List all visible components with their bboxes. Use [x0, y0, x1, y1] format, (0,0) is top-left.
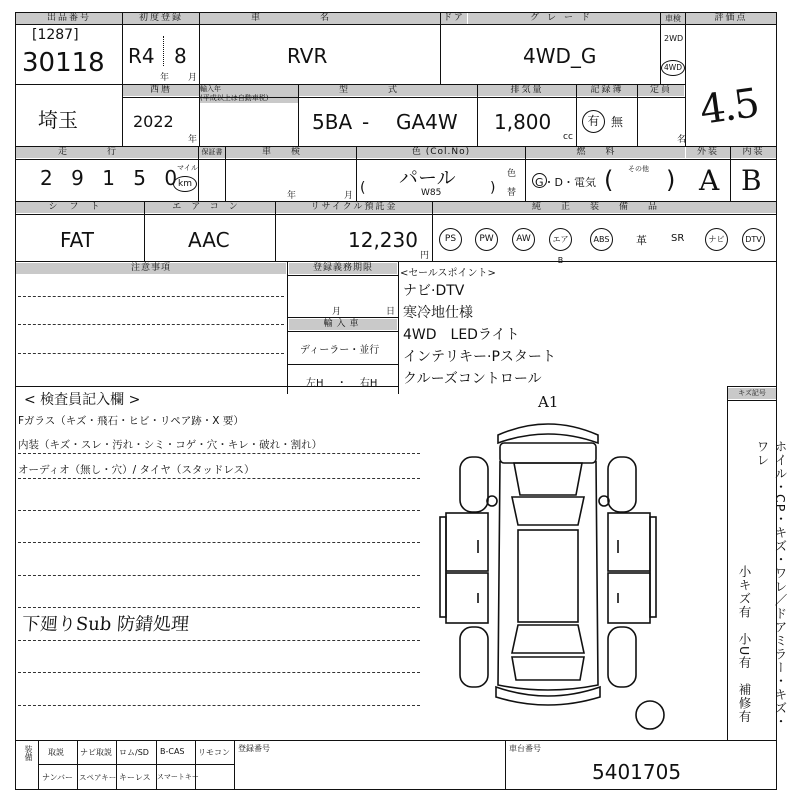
front-bumper	[498, 424, 598, 443]
fuel-paren-open: (	[604, 166, 614, 194]
dealer-parallel: ディーラー・並行	[300, 345, 380, 356]
equip-sunroof: SR	[671, 233, 685, 244]
equip-remote: リモコン	[198, 748, 230, 757]
shaken-nen: 年	[287, 191, 297, 201]
equip-dtv: DTV	[742, 228, 765, 251]
fuel-header: 燃料	[526, 147, 685, 158]
color-header: 色 (Col.No)	[357, 147, 525, 158]
deadline-day: 日	[386, 307, 396, 317]
hood	[514, 463, 582, 495]
separator-dot: ・	[336, 378, 347, 389]
equip-rom-sd: ロム/SD	[119, 748, 149, 757]
import-year-header	[200, 85, 298, 103]
capacity-unit: 名	[677, 135, 687, 145]
equipment-header: 純正装備品	[433, 202, 776, 213]
warranty-header: 保証書	[199, 147, 225, 158]
legend-header: キズ記号	[728, 388, 776, 399]
score-header: 評価点	[686, 13, 776, 24]
mileage-digit: 2	[40, 166, 53, 190]
year-suffix: 年	[160, 73, 170, 83]
equip-spare-key: スペアキー	[79, 773, 117, 782]
record-no: 無	[611, 115, 624, 129]
mileage-digit: 9	[71, 166, 84, 190]
spare-tire	[636, 701, 664, 729]
right-step	[650, 517, 656, 617]
equip-airbag: エアB	[549, 228, 572, 251]
year-header: 西暦	[123, 85, 199, 96]
mileage-digits	[40, 166, 177, 190]
region: 埼玉	[38, 108, 78, 132]
sales-point-3: 4WD LEDライト	[403, 327, 520, 343]
reg-deadline-header: 登録義務期限	[289, 263, 397, 274]
drive-2wd: 2WD	[664, 34, 684, 43]
footer-side-label: 装備	[24, 745, 33, 761]
sales-points-header: <セールスポイント>	[400, 268, 496, 279]
first-reg-month: 8	[174, 44, 187, 68]
year-value: 2022	[133, 112, 174, 131]
interior-value: B	[741, 164, 762, 197]
equip-manual: 取説	[48, 748, 64, 757]
legend-parts: ホイル・CP・キズ・ワレ／ドアミラー・キズ・ワレ	[755, 440, 788, 729]
equip-navi: ナビ	[705, 228, 728, 251]
model-header: 型式	[299, 85, 477, 96]
handwritten-note: 下廻りSub 防錆処理	[21, 614, 190, 635]
rear-gate	[512, 657, 584, 680]
sales-point-4: インテリキー·Pスタート	[403, 349, 556, 365]
left-hand: 左H	[306, 378, 324, 389]
equip-smart-key: スマートキー	[157, 773, 199, 781]
record-yes-circled: 有	[582, 110, 605, 133]
color-change: 替	[507, 188, 517, 198]
car-damage-diagram	[430, 395, 670, 740]
fuel-paren-close: )	[666, 166, 676, 194]
equip-abs: ABS	[590, 228, 613, 251]
recycle-header: リサイクル預託金	[276, 202, 432, 213]
exterior-header: 外装	[686, 147, 730, 158]
sales-point-2: 寒冷地仕様	[403, 305, 473, 321]
color-code: W85	[421, 188, 442, 198]
model-prefix: 5BA	[312, 110, 353, 134]
inspector-line-glass: Fガラス（キズ・飛石・ヒビ・リペア跡・X 要）	[18, 415, 244, 427]
month-suffix: 月	[188, 73, 198, 83]
left-front-door	[446, 513, 488, 571]
right-rear-door	[608, 573, 650, 623]
model-dash: -	[362, 110, 370, 134]
sales-point-1: ナビ·DTV	[403, 283, 465, 299]
left-front-fender	[460, 457, 488, 512]
door-header: ドア	[441, 13, 467, 24]
right-front-fender	[608, 457, 636, 512]
model-code: GA4W	[396, 110, 458, 134]
equip-leather: 革	[636, 234, 647, 247]
shaken-header: 車検	[661, 13, 685, 24]
import-year-note: (平成以上は自動車税)	[200, 94, 269, 102]
fuel-options: G・D・電気	[535, 176, 596, 189]
equip-plate: ナンバー	[42, 773, 74, 782]
inspector-line-interior: 内装（キズ・スレ・汚れ・シミ・コゲ・穴・キレ・破れ・割れ）	[18, 439, 323, 451]
equip-keyless: キーレス	[119, 773, 151, 782]
record-header: 記録簿	[577, 85, 637, 96]
deadline-month: 月	[332, 307, 342, 317]
equip-aw: AW	[512, 228, 535, 251]
shaken-tsuki: 月	[344, 191, 354, 201]
mileage-mile: マイル	[177, 164, 198, 172]
aircon-header: エアコン	[145, 202, 275, 213]
lot-header: 出品番号	[16, 13, 122, 24]
mileage-digit: 0	[164, 166, 178, 190]
legend-codes: 小キズ有 小U有 補修有	[737, 565, 752, 724]
roof	[518, 530, 578, 622]
damage-mark-a1: A1	[538, 393, 559, 411]
right-front-door	[608, 513, 650, 571]
equip-bcas: B-CAS	[160, 747, 185, 756]
mileage-header: 走行	[16, 147, 198, 158]
color-paren-open: (	[360, 180, 366, 196]
capacity-header: 定員	[638, 85, 684, 96]
inspector-header: < 検査員記入欄 >	[24, 392, 141, 408]
inspector-line-audio: オーディオ（無し・穴）/ タイヤ（スタッドレス）	[18, 464, 255, 476]
year-nen: 年	[188, 135, 198, 145]
left-rear-fender	[460, 627, 488, 687]
displacement-unit: cc	[563, 132, 573, 142]
color-paren-close: )	[490, 180, 496, 196]
car-name-header: 車名	[200, 13, 440, 24]
rear-glass	[512, 625, 584, 653]
right-rear-fender	[608, 627, 636, 687]
score-value: 4.5	[697, 80, 761, 134]
displacement-value: 1,800	[494, 110, 552, 134]
mileage-km-circled: km	[173, 176, 197, 192]
equip-pw: PW	[475, 228, 498, 251]
shaken-date-header: 車検	[226, 147, 356, 158]
grade-value: 4WD_G	[523, 44, 597, 68]
color-value: パール	[399, 167, 456, 189]
equip-ps: PS	[439, 228, 462, 251]
first-reg-header: 初度登録	[123, 13, 199, 24]
left-rear-door	[446, 573, 488, 623]
interior-header: 内装	[731, 147, 776, 158]
car-name: RVR	[287, 44, 328, 68]
mileage-digit: 5	[133, 166, 147, 190]
exterior-value: A	[699, 164, 720, 197]
grade-header: グレード	[468, 13, 660, 24]
chassis-value: 5401705	[592, 760, 682, 784]
shift-header: シフト	[16, 202, 144, 213]
recycle-value: 12,230	[348, 228, 418, 252]
reg-number-label: 登録番号	[238, 744, 270, 753]
import-header: 輸入車	[289, 319, 397, 330]
right-hand: 右H	[359, 378, 378, 389]
shift-value: FAT	[60, 228, 95, 252]
mileage-digit: 1	[102, 166, 115, 190]
equip-navi-manual: ナビ取説	[80, 748, 112, 757]
displacement-header: 排気量	[478, 85, 576, 96]
chassis-label: 車台番号	[509, 744, 541, 753]
color-label: 色	[507, 169, 517, 179]
sales-point-5: クルーズコントロール	[403, 371, 542, 387]
import-year-label: 輸入年	[200, 85, 221, 93]
notes-header: 注意事項	[16, 263, 286, 274]
first-reg-era: R4	[128, 44, 155, 68]
hood-front	[500, 443, 596, 463]
windshield	[512, 497, 584, 525]
drive-4wd-circled: 4WD	[661, 60, 685, 76]
aircon-value: AAC	[188, 228, 230, 252]
lot-bracket: [1287]	[32, 27, 79, 43]
left-step	[440, 517, 446, 617]
fuel-other: その他	[628, 165, 649, 173]
lot-number: 30118	[22, 48, 105, 78]
recycle-unit: 円	[420, 251, 430, 261]
